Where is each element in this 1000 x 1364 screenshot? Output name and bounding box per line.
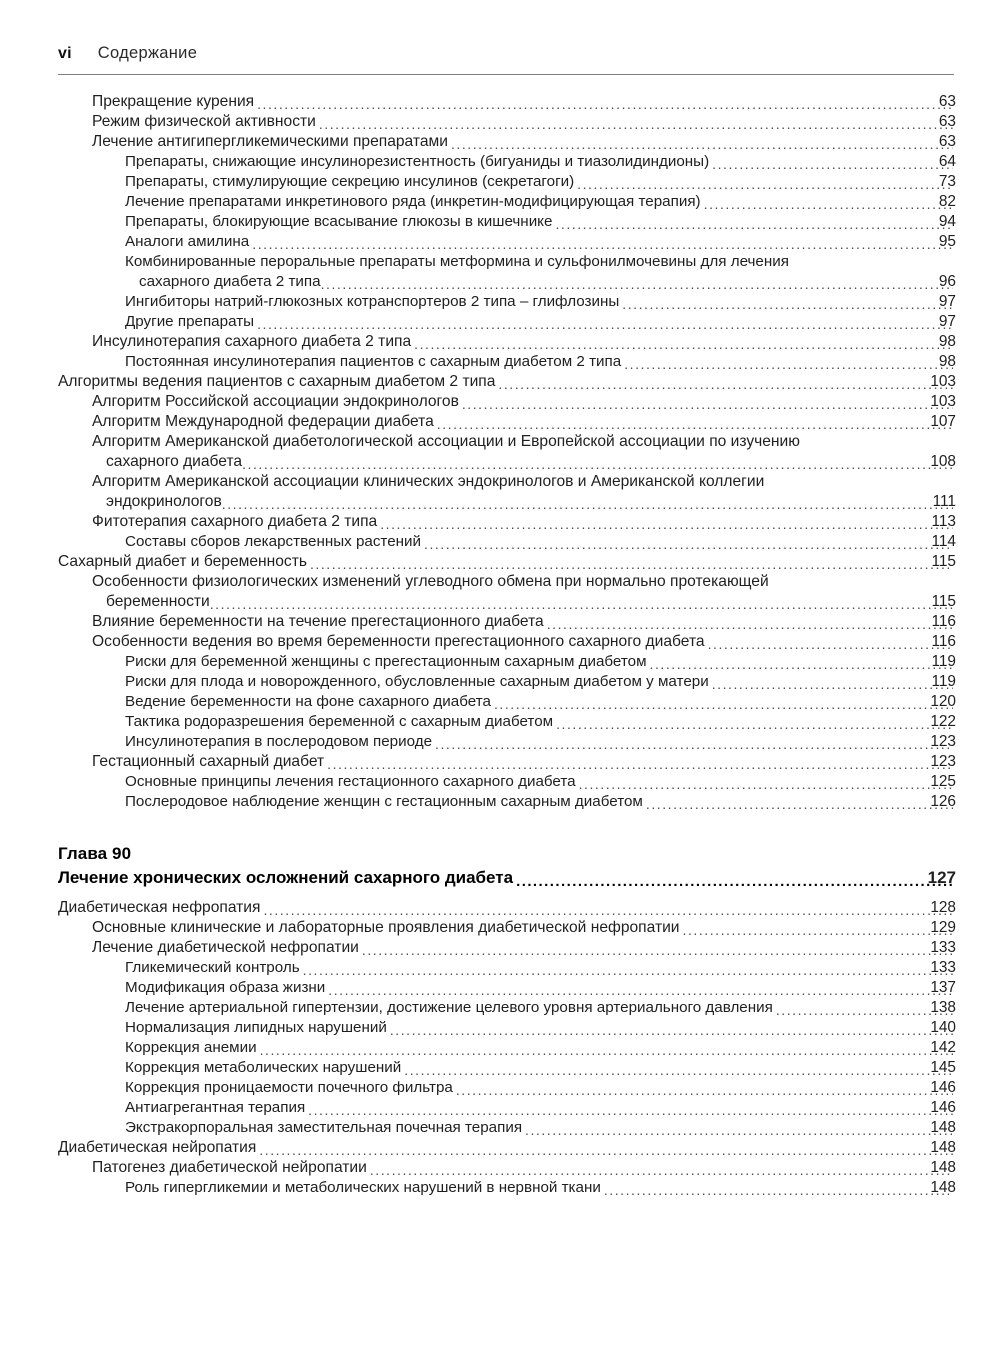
- toc-entry-page-number: 82: [938, 193, 956, 210]
- spacer: [0, 890, 1000, 898]
- toc-entry-label: Диабетическая нейропатия: [58, 1139, 257, 1156]
- leader-dots: [380, 517, 953, 531]
- leader-dots: [555, 217, 953, 231]
- toc-entry[interactable]: [0, 1098, 1000, 1118]
- toc-entry[interactable]: [0, 232, 1000, 252]
- leader-dots: [259, 1143, 953, 1157]
- toc-entry-page-number: 115: [931, 553, 956, 570]
- toc-entry-label: Аналоги амилина: [125, 233, 250, 250]
- leader-dots: [319, 117, 953, 131]
- chapter-number: Глава 90: [58, 844, 132, 863]
- toc-entry-page-number: 123: [930, 753, 956, 770]
- toc-entry[interactable]: [0, 652, 1000, 672]
- leader-dots: [327, 757, 953, 771]
- chapter-title-row: [58, 865, 955, 890]
- toc-entry-label: Алгоритм Российской ассоциации эндокринологов: [92, 393, 459, 410]
- toc-entry-continuation-row: [92, 452, 1000, 472]
- toc-entry-label: Коррекция метаболических нарушений: [125, 1059, 402, 1076]
- toc-entry-label: Лечение диабетической нефропатии: [92, 939, 359, 956]
- toc-entry-page-number: 94: [938, 213, 956, 230]
- leader-dots: [222, 497, 953, 511]
- spacer: [0, 812, 1000, 842]
- toc-entry-label: Комбинированные пероральные препараты метформина и сульфонилмочевины для лечения: [125, 253, 789, 270]
- toc-entry[interactable]: [0, 112, 1000, 132]
- toc-entry-label-continued: сахарного диабета 2 типа: [139, 273, 321, 290]
- toc-entry-page-number: 103: [930, 393, 956, 410]
- toc-entry-label: Инсулинотерапия в послеродовом периоде: [125, 733, 433, 750]
- toc-entry-page-number: 116: [931, 633, 956, 650]
- toc-entry-label: Риски для плода и новорожденного, обусловленные сахарным диабетом у матери: [125, 673, 709, 690]
- leader-dots: [462, 397, 953, 411]
- toc-entry-label: Гликемический контроль: [125, 959, 300, 976]
- toc-entry-page-number: 103: [930, 373, 956, 390]
- toc-entry[interactable]: [0, 292, 1000, 312]
- toc-entry-page-number: 148: [930, 1119, 956, 1136]
- running-head-title: Содержание: [97, 44, 198, 62]
- toc-entry-label: Ингибиторы натрий-глюкозных котранспортеров 2 типа – глифлозины: [125, 293, 620, 310]
- toc-entry-continuation-row: [125, 272, 1000, 292]
- leader-dots: [577, 177, 953, 191]
- toc-entry-label-continued: сахарного диабета: [106, 453, 243, 470]
- toc-entry-page-number: 114: [931, 533, 956, 550]
- toc-entry-label: Экстракорпоральная заместительная почечная терапия: [125, 1119, 523, 1136]
- toc-entry-label: Постоянная инсулинотерапия пациентов с сахарным диабетом 2 типа: [125, 353, 622, 370]
- toc-entry[interactable]: [0, 672, 1000, 692]
- leader-dots: [260, 1043, 953, 1057]
- toc-entry[interactable]: [0, 252, 1000, 292]
- toc-entry-page-number: 138: [930, 999, 956, 1016]
- toc-entry-label: Препараты, блокирующие всасывание глюкозы в кишечнике: [125, 213, 553, 230]
- toc-entry[interactable]: [0, 472, 1000, 512]
- toc-entry-label: Послеродовое наблюдение женщин с гестационным сахарным диабетом: [125, 793, 643, 810]
- leader-dots: [622, 297, 953, 311]
- toc-entry[interactable]: [0, 1118, 1000, 1138]
- toc-entry-page-number: 63: [938, 113, 956, 130]
- toc-entry[interactable]: [0, 958, 1000, 978]
- leader-dots: [257, 317, 953, 331]
- toc-entry[interactable]: [0, 152, 1000, 172]
- toc-entry-label: Составы сборов лекарственных растений: [125, 533, 422, 550]
- toc-entry-page-number: 73: [938, 173, 956, 190]
- toc-entry[interactable]: [0, 732, 1000, 752]
- toc-entry[interactable]: [0, 792, 1000, 812]
- toc-list: [0, 92, 1000, 1198]
- toc-entry-label: Прекращение курения: [92, 93, 255, 110]
- toc-section-after-chapter: [0, 898, 1000, 1198]
- toc-entry-label: Гестационный сахарный диабет: [92, 753, 325, 770]
- toc-entry[interactable]: [0, 1078, 1000, 1098]
- toc-entry-label: Нормализация липидных нарушений: [125, 1019, 387, 1036]
- toc-entry-page-number: 122: [930, 713, 956, 730]
- leader-dots: [362, 943, 953, 957]
- toc-entry[interactable]: [0, 192, 1000, 212]
- toc-entry[interactable]: [0, 692, 1000, 712]
- toc-entry-page-number: 148: [930, 1159, 956, 1176]
- leader-dots: [370, 1163, 953, 1177]
- toc-entry-label: Препараты, снижающие инсулинорезистентность (бигуаниды и тиазолидиндионы): [125, 153, 710, 170]
- toc-entry-label: Лечение препаратами инкретинового ряда (инкретин-модифицирующая терапия): [125, 193, 701, 210]
- toc-entry-page-number: 148: [930, 1179, 956, 1196]
- toc-entry-label: Диабетическая нефропатия: [58, 899, 261, 916]
- toc-entry-page-number: 116: [931, 613, 956, 630]
- toc-entry-page-number: 63: [938, 93, 956, 110]
- toc-entry-label-continued: эндокринологов: [106, 493, 222, 510]
- toc-entry-page-number: 142: [930, 1039, 956, 1056]
- toc-entry-page-number: 137: [930, 979, 956, 996]
- toc-entry-page-number: 133: [930, 939, 956, 956]
- toc-entry[interactable]: [0, 352, 1000, 372]
- header-divider: [58, 74, 954, 75]
- toc-entry[interactable]: [0, 632, 1000, 652]
- toc-entry-page-number: 97: [938, 313, 956, 330]
- folio-number: vi: [58, 45, 72, 62]
- toc-entry-page-number: 98: [938, 333, 956, 350]
- toc-entry-page-number: 95: [938, 233, 956, 250]
- toc-entry[interactable]: [0, 712, 1000, 732]
- toc-entry-page-number: 111: [932, 493, 956, 510]
- leader-dots: [404, 1063, 953, 1077]
- toc-entry[interactable]: [0, 1158, 1000, 1178]
- toc-entry-label: Алгоритм Американской диабетологической ассоциации и Европейской ассоциации по изучению: [92, 433, 800, 450]
- leader-dots: [308, 1103, 953, 1117]
- leader-dots: [498, 377, 953, 391]
- toc-entry-label: Коррекция анемии: [125, 1039, 257, 1056]
- leader-dots: [437, 417, 953, 431]
- leader-dots: [547, 617, 953, 631]
- toc-entry-page-number: 97: [938, 293, 956, 310]
- leader-dots: [451, 137, 953, 151]
- toc-entry-label: Тактика родоразрешения беременной с сахарным диабетом: [125, 713, 554, 730]
- toc-entry-label: Лечение антигипергликемическими препаратами: [92, 133, 448, 150]
- toc-entry-label: Сахарный диабет и беременность: [58, 553, 307, 570]
- toc-entry-label: Алгоритмы ведения пациентов с сахарным диабетом 2 типа: [58, 373, 496, 390]
- toc-entry-page-number: 96: [938, 273, 956, 290]
- toc-entry-page-number: 64: [938, 153, 956, 170]
- toc-entry[interactable]: [0, 1038, 1000, 1058]
- toc-entry-page-number: 123: [930, 733, 956, 750]
- toc-entry-continuation-row: [92, 492, 1000, 512]
- toc-entry-label: Препараты, стимулирующие секрецию инсулинов (секретагоги): [125, 173, 575, 190]
- toc-entry-page-number: 119: [931, 673, 956, 690]
- leader-dots: [414, 337, 953, 351]
- leader-dots: [424, 537, 953, 551]
- leader-dots: [263, 903, 953, 917]
- leader-dots: [210, 597, 953, 611]
- toc-entry-page-number: 98: [938, 353, 956, 370]
- toc-entry-page-number: 126: [930, 793, 956, 810]
- toc-entry[interactable]: [0, 412, 1000, 432]
- leader-dots: [646, 797, 953, 811]
- toc-entry[interactable]: [0, 572, 1000, 612]
- toc-entry[interactable]: [0, 1058, 1000, 1078]
- leader-dots: [650, 657, 953, 671]
- toc-entry-page-number: 119: [931, 653, 956, 670]
- running-head: [58, 44, 197, 63]
- toc-entry-page-number: 133: [930, 959, 956, 976]
- leader-dots: [328, 983, 953, 997]
- toc-entry-page-number: 125: [930, 773, 956, 790]
- toc-entry[interactable]: [0, 392, 1000, 412]
- toc-entry-continuation-row: [92, 592, 1000, 612]
- leader-dots: [708, 637, 953, 651]
- toc-entry-page-number: 140: [930, 1019, 956, 1036]
- toc-entry-page-number: 107: [930, 413, 956, 430]
- chapter-page-number: 127: [927, 868, 956, 887]
- toc-entry-label-continued: беременности: [106, 593, 210, 610]
- leader-dots: [556, 717, 953, 731]
- toc-entry[interactable]: [0, 998, 1000, 1018]
- leader-dots: [604, 1183, 953, 1197]
- leader-dots: [252, 237, 953, 251]
- leader-dots: [624, 357, 953, 371]
- toc-entry[interactable]: [0, 92, 1000, 112]
- toc-entry-page-number: 128: [930, 899, 956, 916]
- leader-dots: [704, 197, 953, 211]
- toc-entry[interactable]: [0, 312, 1000, 332]
- toc-entry-page-number: 108: [930, 453, 956, 470]
- toc-entry[interactable]: [0, 132, 1000, 152]
- toc-entry-label: Патогенез диабетической нейропатии: [92, 1159, 367, 1176]
- toc-entry[interactable]: [0, 432, 1000, 472]
- toc-entry[interactable]: [0, 172, 1000, 192]
- toc-entry-label: Основные принципы лечения гестационного сахарного диабета: [125, 773, 576, 790]
- toc-entry[interactable]: [0, 918, 1000, 938]
- leader-dots: [579, 777, 953, 791]
- toc-entry-label: Ведение беременности на фоне сахарного диабета: [125, 693, 491, 710]
- toc-entry[interactable]: [0, 532, 1000, 552]
- leader-dots: [321, 277, 953, 291]
- toc-entry-page-number: 115: [931, 593, 956, 610]
- toc-entry[interactable]: [0, 938, 1000, 958]
- toc-entry-label: Роль гипергликемии и метаболических нарушений в нервной ткани: [125, 1179, 601, 1196]
- leader-dots: [390, 1023, 953, 1037]
- toc-entry-page-number: 146: [930, 1079, 956, 1096]
- leader-dots: [712, 677, 953, 691]
- toc-entry-page-number: 120: [930, 693, 956, 710]
- toc-entry-page-number: 63: [938, 133, 956, 150]
- toc-entry-label: Инсулинотерапия сахарного диабета 2 типа: [92, 333, 412, 350]
- toc-entry-page-number: 148: [930, 1139, 956, 1156]
- toc-entry[interactable]: [0, 372, 1000, 392]
- toc-entry-label: Режим физической активности: [92, 113, 316, 130]
- leader-dots: [303, 963, 953, 977]
- toc-entry[interactable]: [0, 612, 1000, 632]
- leader-dots: [435, 737, 953, 751]
- leader-dots: [257, 97, 953, 111]
- toc-entry-page-number: 113: [931, 513, 956, 530]
- toc-entry-label: Риски для беременной женщины с прегестационным сахарным диабетом: [125, 653, 647, 670]
- toc-entry-label: Влияние беременности на течение прегестационного диабета: [92, 613, 544, 630]
- leader-dots: [525, 1123, 953, 1137]
- toc-entry[interactable]: [0, 772, 1000, 792]
- toc-entry-page-number: 146: [930, 1099, 956, 1116]
- toc-entry-label: Коррекция проницаемости почечного фильтра: [125, 1079, 453, 1096]
- leader-dots: [494, 697, 953, 711]
- toc-section-before-chapter: [0, 92, 1000, 812]
- toc-entry-page-number: 145: [930, 1059, 956, 1076]
- leader-dots: [683, 923, 953, 937]
- toc-entry[interactable]: [0, 212, 1000, 232]
- leader-dots: [310, 557, 953, 571]
- toc-entry[interactable]: [0, 752, 1000, 772]
- toc-entry-label: Особенности ведения во время беременности прегестационного сахарного диабета: [92, 633, 705, 650]
- toc-entry[interactable]: [0, 898, 1000, 918]
- toc-entry[interactable]: [0, 1138, 1000, 1158]
- toc-entry-label: Антиагрегантная терапия: [125, 1099, 306, 1116]
- chapter-title: Лечение хронических осложнений сахарного диабета: [58, 868, 514, 887]
- toc-entry-label: Фитотерапия сахарного диабета 2 типа: [92, 513, 378, 530]
- chapter-heading[interactable]: [0, 842, 1000, 890]
- toc-entry-label: Основные клинические и лабораторные проявления диабетической нефропатии: [92, 919, 680, 936]
- toc-entry[interactable]: [0, 1178, 1000, 1198]
- toc-entry[interactable]: [0, 512, 1000, 532]
- toc-entry-label: Алгоритм Международной федерации диабета: [92, 413, 434, 430]
- toc-entry[interactable]: [0, 978, 1000, 998]
- leader-dots: [456, 1083, 953, 1097]
- leader-dots: [516, 875, 953, 889]
- toc-entry[interactable]: [0, 552, 1000, 572]
- toc-entry-label: Особенности физиологических изменений углеводного обмена при нормально протекающей: [92, 573, 769, 590]
- toc-entry[interactable]: [0, 1018, 1000, 1038]
- toc-entry-label: Алгоритм Американской ассоциации клинических эндокринологов и Американской коллегии: [92, 473, 765, 490]
- toc-entry-label: Лечение артериальной гипертензии, достижение целевого уровня артериального давления: [125, 999, 773, 1016]
- leader-dots: [242, 457, 953, 471]
- leader-dots: [712, 157, 953, 171]
- toc-entry-label: Модификация образа жизни: [125, 979, 326, 996]
- toc-entry[interactable]: [0, 332, 1000, 352]
- toc-entry-page-number: 129: [930, 919, 956, 936]
- toc-entry-label: Другие препараты: [125, 313, 255, 330]
